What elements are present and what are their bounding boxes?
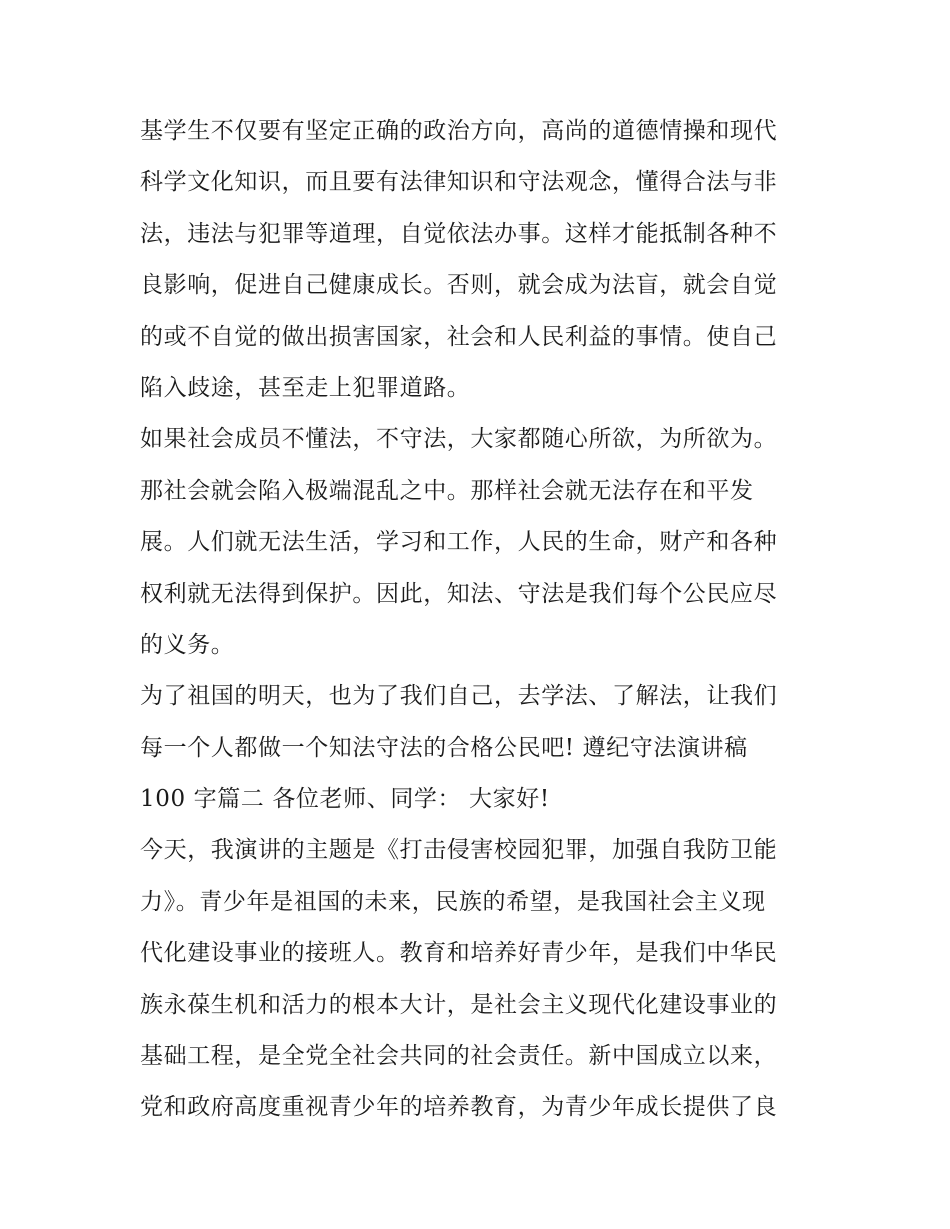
text-line: 的义务。: [140, 631, 235, 658]
text-line: 基础工程，是全党全社会共同的社会责任。新中国成立以来，: [140, 1043, 778, 1070]
text-line: 展。人们就无法生活，学习和工作，人民的生命，财产和各种: [140, 529, 778, 556]
text-line: 陷入歧途，甚至走上犯罪道路。: [140, 374, 471, 401]
document-body: [140, 106, 820, 1134]
text-line: 科学文化知识，而且要有法律知识和守法观念，懂得合法与非: [140, 169, 778, 196]
text-line: 权利就无法得到保护。因此，知法、守法是我们每个公民应尽: [140, 580, 778, 607]
text-line: 法，违法与犯罪等道理，自觉依法办事。这样才能抵制各种不: [140, 220, 778, 247]
text-line: 力》。青少年是祖国的未来，民族的希望，是我国社会主义现: [140, 888, 766, 915]
text-line: 族永葆生机和活力的根本大计，是社会主义现代化建设事业的: [140, 991, 778, 1018]
text-line: 如果社会成员不懂法，不守法，大家都随心所欲，为所欲为。: [140, 426, 778, 453]
text-line: 今天，我演讲的主题是《打击侵害校园犯罪，加强自我防卫能: [140, 837, 778, 864]
text-line: 的或不自觉的做出损害国家，社会和人民利益的事情。使自己: [140, 323, 778, 350]
text-line: 代化建设事业的接班人。教育和培养好青少年，是我们中华民: [140, 940, 778, 967]
text-line: 基学生不仅要有坚定正确的政治方向，高尚的道德情操和现代: [140, 118, 778, 144]
text-line: 党和政府高度重视青少年的培养教育，为青少年成长提供了良: [140, 1094, 778, 1121]
text-line: 每一个人都做一个知法守法的合格公民吧! 遵纪守法演讲稿: [140, 734, 748, 761]
text-line: 那社会就会陷入极端混乱之中。那样社会就无法存在和平发: [140, 477, 754, 504]
text-line: 100 字篇二 各位老师、同学： 大家好!: [140, 786, 550, 813]
text-line: 良影响，促进自己健康成长。否则，就会成为法盲，就会自觉: [140, 272, 778, 299]
text-line: 为了祖国的明天，也为了我们自己，去学法、了解法，让我们: [140, 683, 778, 710]
